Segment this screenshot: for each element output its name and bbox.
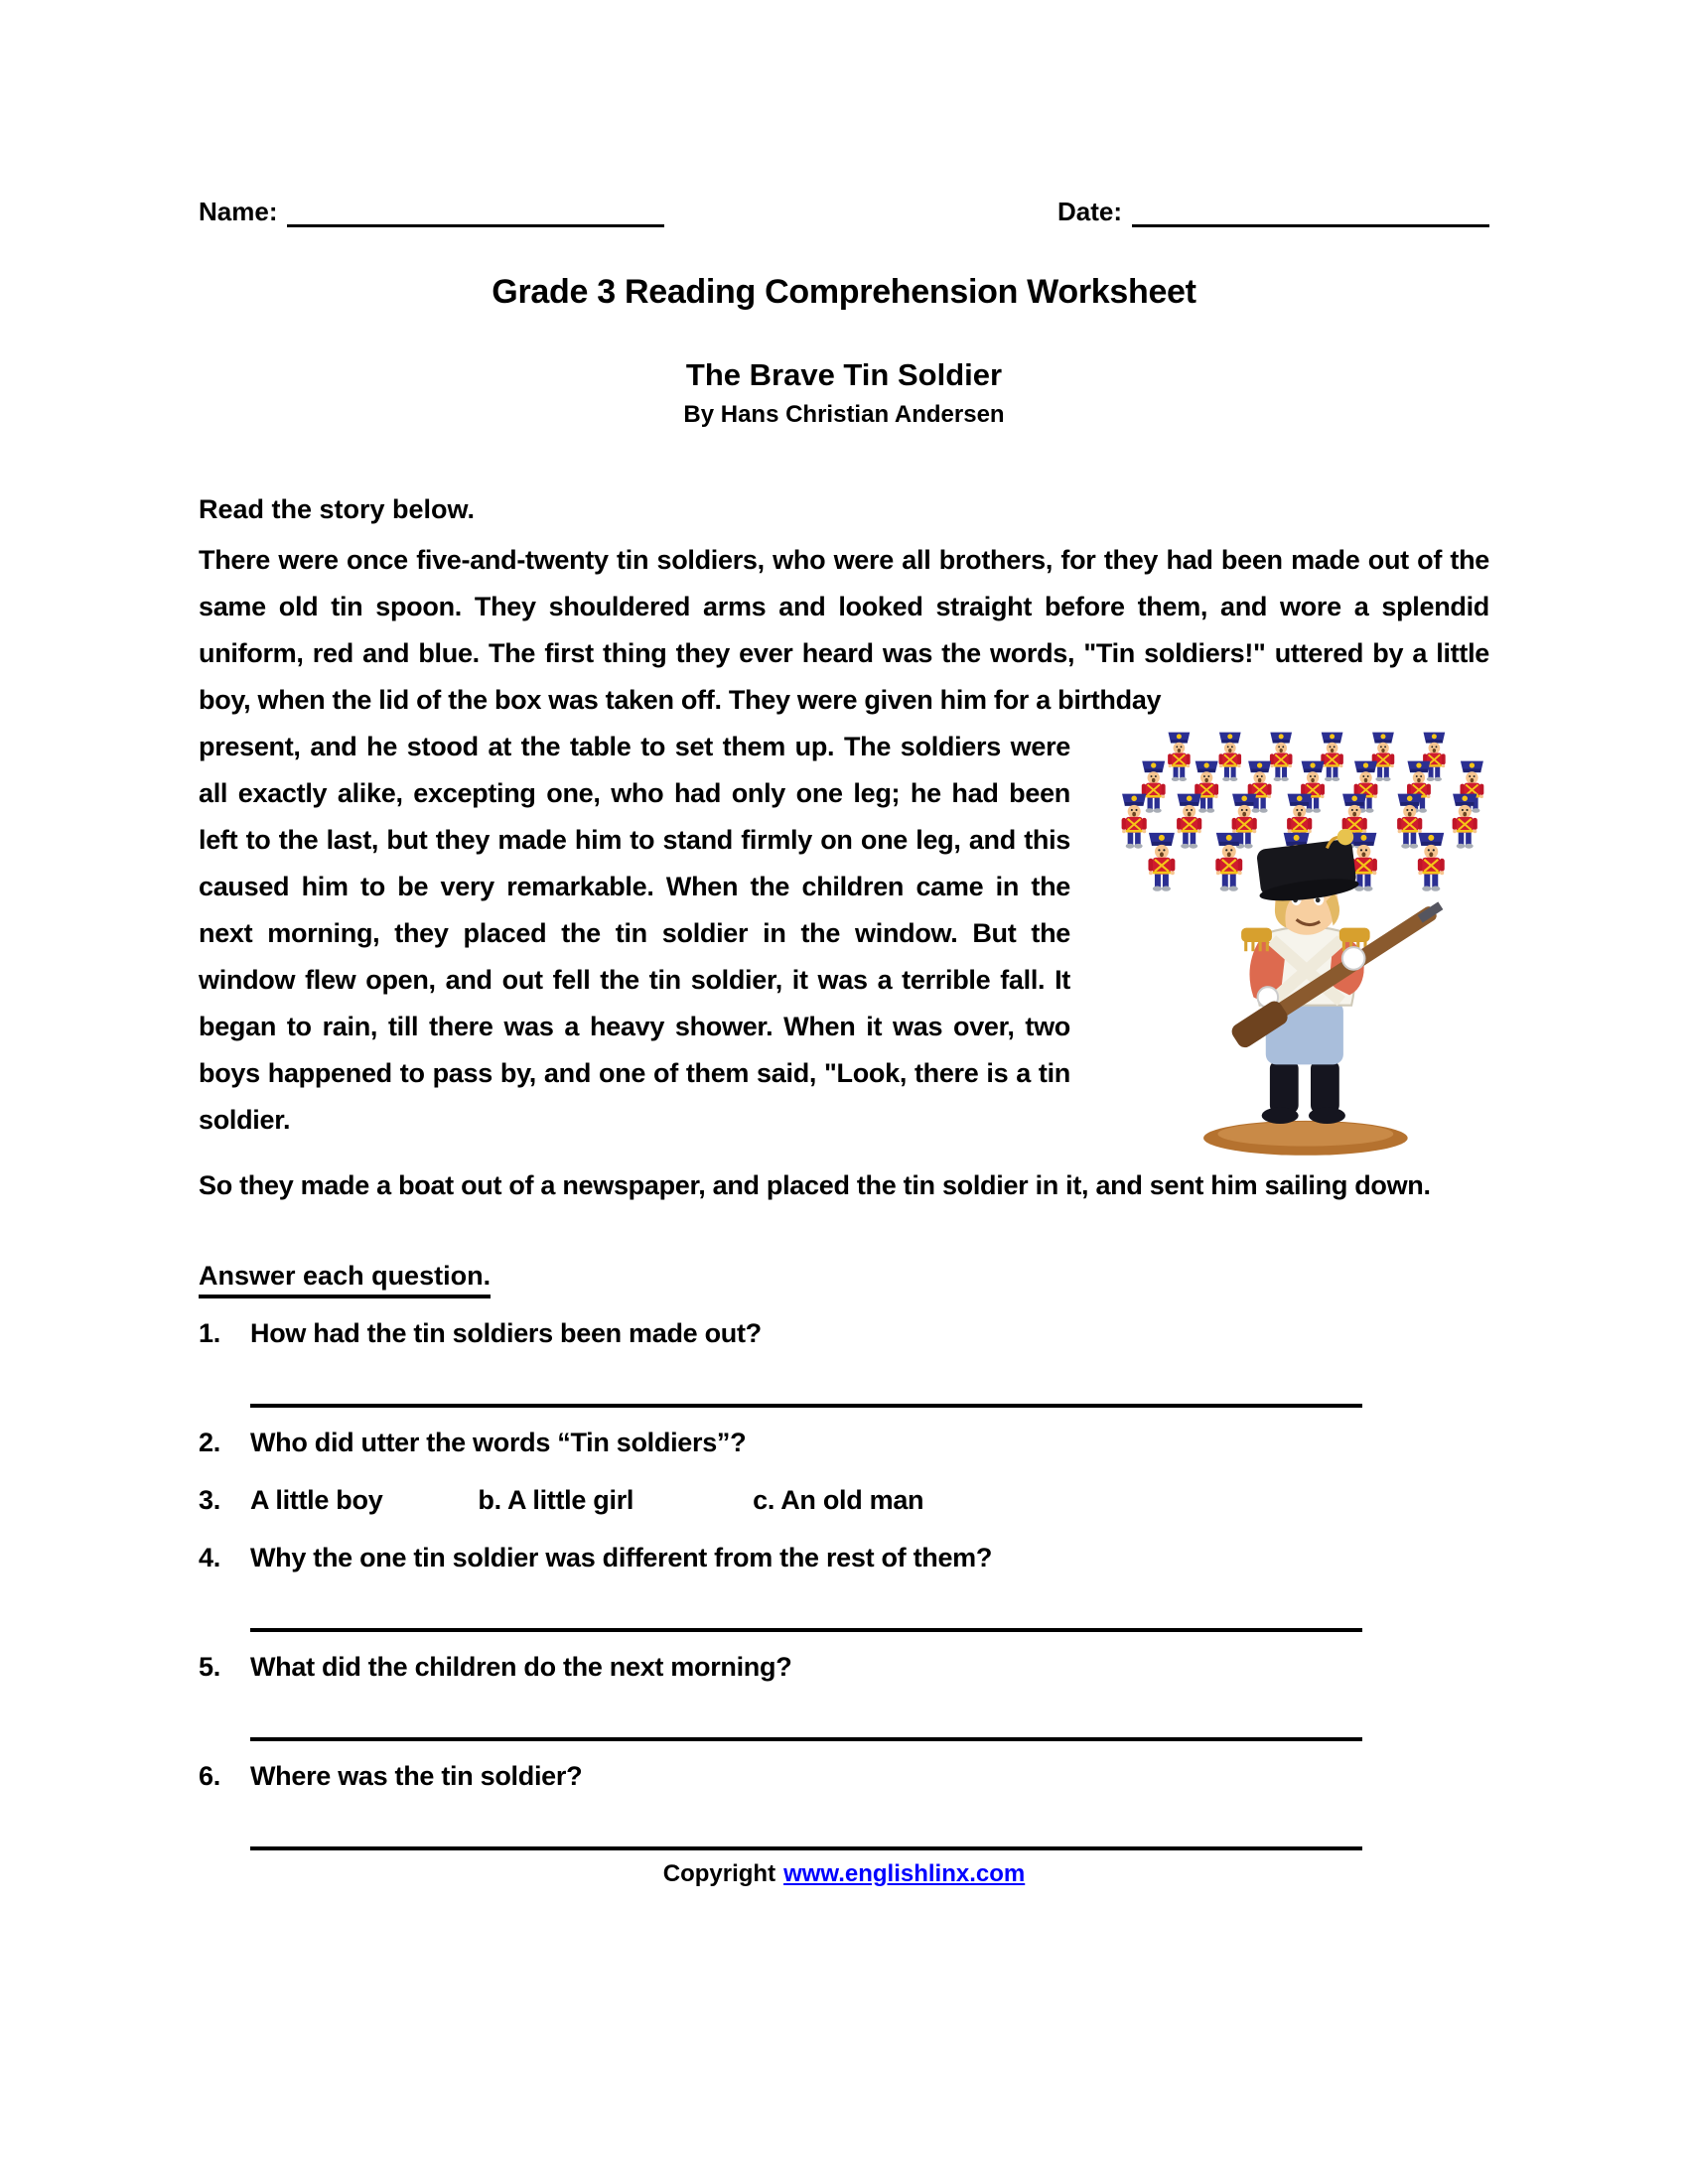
date-blank-line [1132,195,1489,227]
name-blank-line [287,195,664,227]
worksheet-title: Grade 3 Reading Comprehension Worksheet [492,273,1196,311]
story-paragraph-bottom: So they made a boat out of a newspaper, and placed the tin soldier in it, and sent him sailing down. [199,1170,1431,1200]
date-label: Date: [1056,197,1122,226]
questions-heading: Answer each question. [199,1261,491,1298]
answer-line-4 [250,1580,1362,1632]
name-label: Name: [199,197,278,226]
date-field-group [1057,195,1489,227]
story-paragraph-middle: present, and he stood at the table to set them up. The soldiers were all exactly alike, excepting one, who had only one leg; he had been left to the last, but they made him to stand firmly on one leg, and this caused him to be very remarkable. When the children came in the next morning, they placed the tin soldier in the window. But the window flew open, and out fell the tin soldier, it was a terrible fall. It began to rain, till there was a heavy shower. When it was over, two boys happened to pass by, and one of them said, "Look, there is a tin soldier. [199,732,1070,1135]
question-1-text: How had the tin soldiers been made out? [250,1318,762,1348]
question-4-number: 4. [199,1543,220,1572]
answer-line-5 [250,1690,1362,1741]
question-1-number: 1. [199,1318,220,1348]
question-1 [199,1310,1489,1356]
question-6-text: Where was the tin soldier? [250,1761,583,1791]
question-6-number: 6. [199,1761,220,1791]
footer [199,1860,1489,1888]
illustration-block [1086,724,1535,1162]
question-5-number: 5. [199,1652,220,1682]
question-6 [199,1753,1489,1799]
name-field-group [199,195,664,227]
answer-line-6 [250,1799,1362,1850]
copyright-label: Copyright [662,1860,776,1887]
question-3 [199,1477,1489,1523]
copyright-link[interactable]: www.englishlinx.com [783,1860,1026,1887]
tin-soldier-illustrations [1086,724,1535,1162]
question-3-number: 3. [199,1485,220,1515]
story-paragraph-top: There were once five-and-twenty tin soldiers, who were all brothers, for they had been made out of the same old tin spoon. They shouldered arms and looked straight before them, and wore a splendid uniform, red and blue. The first thing they ever heard was the words, "Tin soldiers!" uttered by a little boy, when the lid of the box was taken off. They were given him for a birthday [199,545,1489,715]
question-3-option-c: c. An old man [753,1485,924,1515]
question-4 [199,1535,1489,1580]
story-instruction: Read the story below. [199,494,476,524]
question-2-number: 2. [199,1428,220,1457]
answer-line-1 [250,1356,1362,1408]
question-3-option-a: A little boy [250,1485,383,1515]
question-4-text: Why the one tin soldier was different from the rest of them? [250,1543,993,1572]
story-byline: By Hans Christian Andersen [683,401,1005,428]
single-tin-soldier-illustration [1203,829,1448,1156]
header-row [199,195,1489,227]
story-title: The Brave Tin Soldier [685,357,1003,392]
question-5 [199,1644,1489,1690]
story-middle-section [199,724,1489,1144]
question-5-text: What did the children do the next morning? [250,1652,792,1682]
question-2-text: Who did utter the words “Tin soldiers”? [250,1428,747,1457]
question-3-option-b: b. A little girl [478,1485,634,1515]
question-2 [199,1420,1489,1465]
